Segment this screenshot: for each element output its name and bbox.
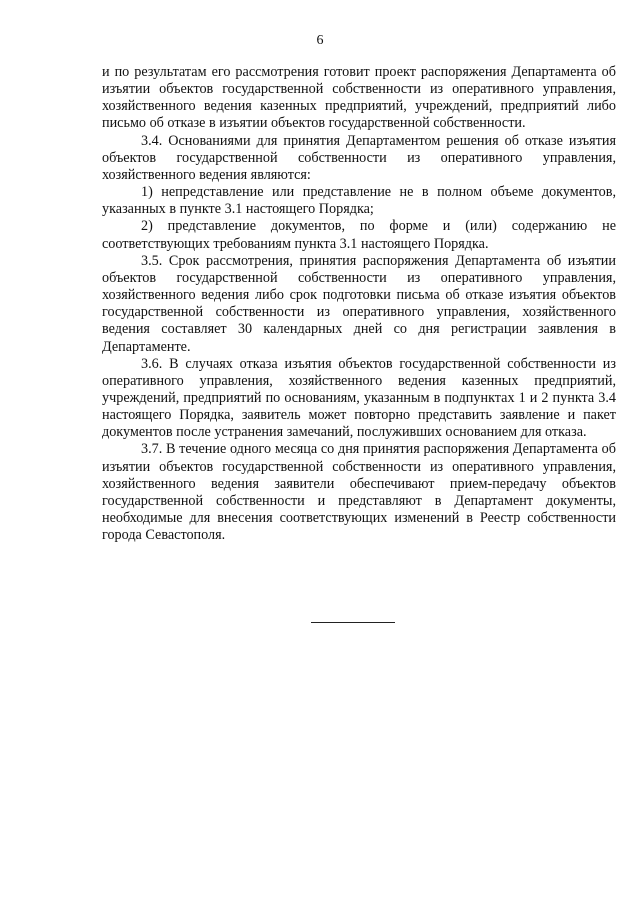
end-divider: [311, 622, 395, 623]
paragraph-3-4-item-2: 2) представление документов, по форме и (или) содержанию не соответствующих требованиям пункта 3.1 настоящего Порядка.: [102, 218, 616, 252]
document-body: [102, 64, 616, 544]
paragraph-3-4-item-1: 1) непредставление или представление не в полном объеме документов, указанных в пункте 3.1 настоящего Порядка;: [102, 184, 616, 218]
paragraph-continuation: и по результатам его рассмотрения готовит проект распоряжения Департамента об изъятии объектов государственной собственности из оперативного управления, хозяйственного ведения казенных предприятий, учреждений, предприятий либо письмо об отказе в изъятии объектов государственной собственности.: [102, 64, 616, 132]
page-number: 6: [316, 33, 324, 48]
paragraph-3-4: 3.4. Основаниями для принятия Департаментом решения об отказе изъятия объектов государственной собственности из оперативного управления, хозяйственного ведения являются:: [102, 132, 616, 183]
paragraph-3-6: 3.6. В случаях отказа изъятия объектов государственной собственности из оперативного управления, хозяйственного ведения казенных предприятий, учреждений, предприятий по основаниям, указанным в подпунктах 1 и 2 пункта 3.4 настоящего Порядка, заявитель может повторно представить заявление и пакет документов после устранения замечаний, послуживших основанием для отказа.: [102, 355, 616, 441]
paragraph-3-7: 3.7. В течение одного месяца со дня принятия распоряжения Департамента об изъятии объектов государственной собственности из оперативного управления, хозяйственного ведения заявители обеспечивают прием-передачу объектов государственной собственности и представляют в Департамент документы, необходимые для внесения соответствующих изменений в Реестр собственности города Севастополя.: [102, 441, 616, 544]
paragraph-3-5: 3.5. Срок рассмотрения, принятия распоряжения Департамента об изъятии объектов государственной собственности из оперативного управления, хозяйственного ведения либо срок подготовки письма об отказе изъятия объектов государственной собственности из оперативного управления, хозяйственного ведения составляет 30 календарных дней со дня регистрации заявления в Департаменте.: [102, 252, 616, 355]
